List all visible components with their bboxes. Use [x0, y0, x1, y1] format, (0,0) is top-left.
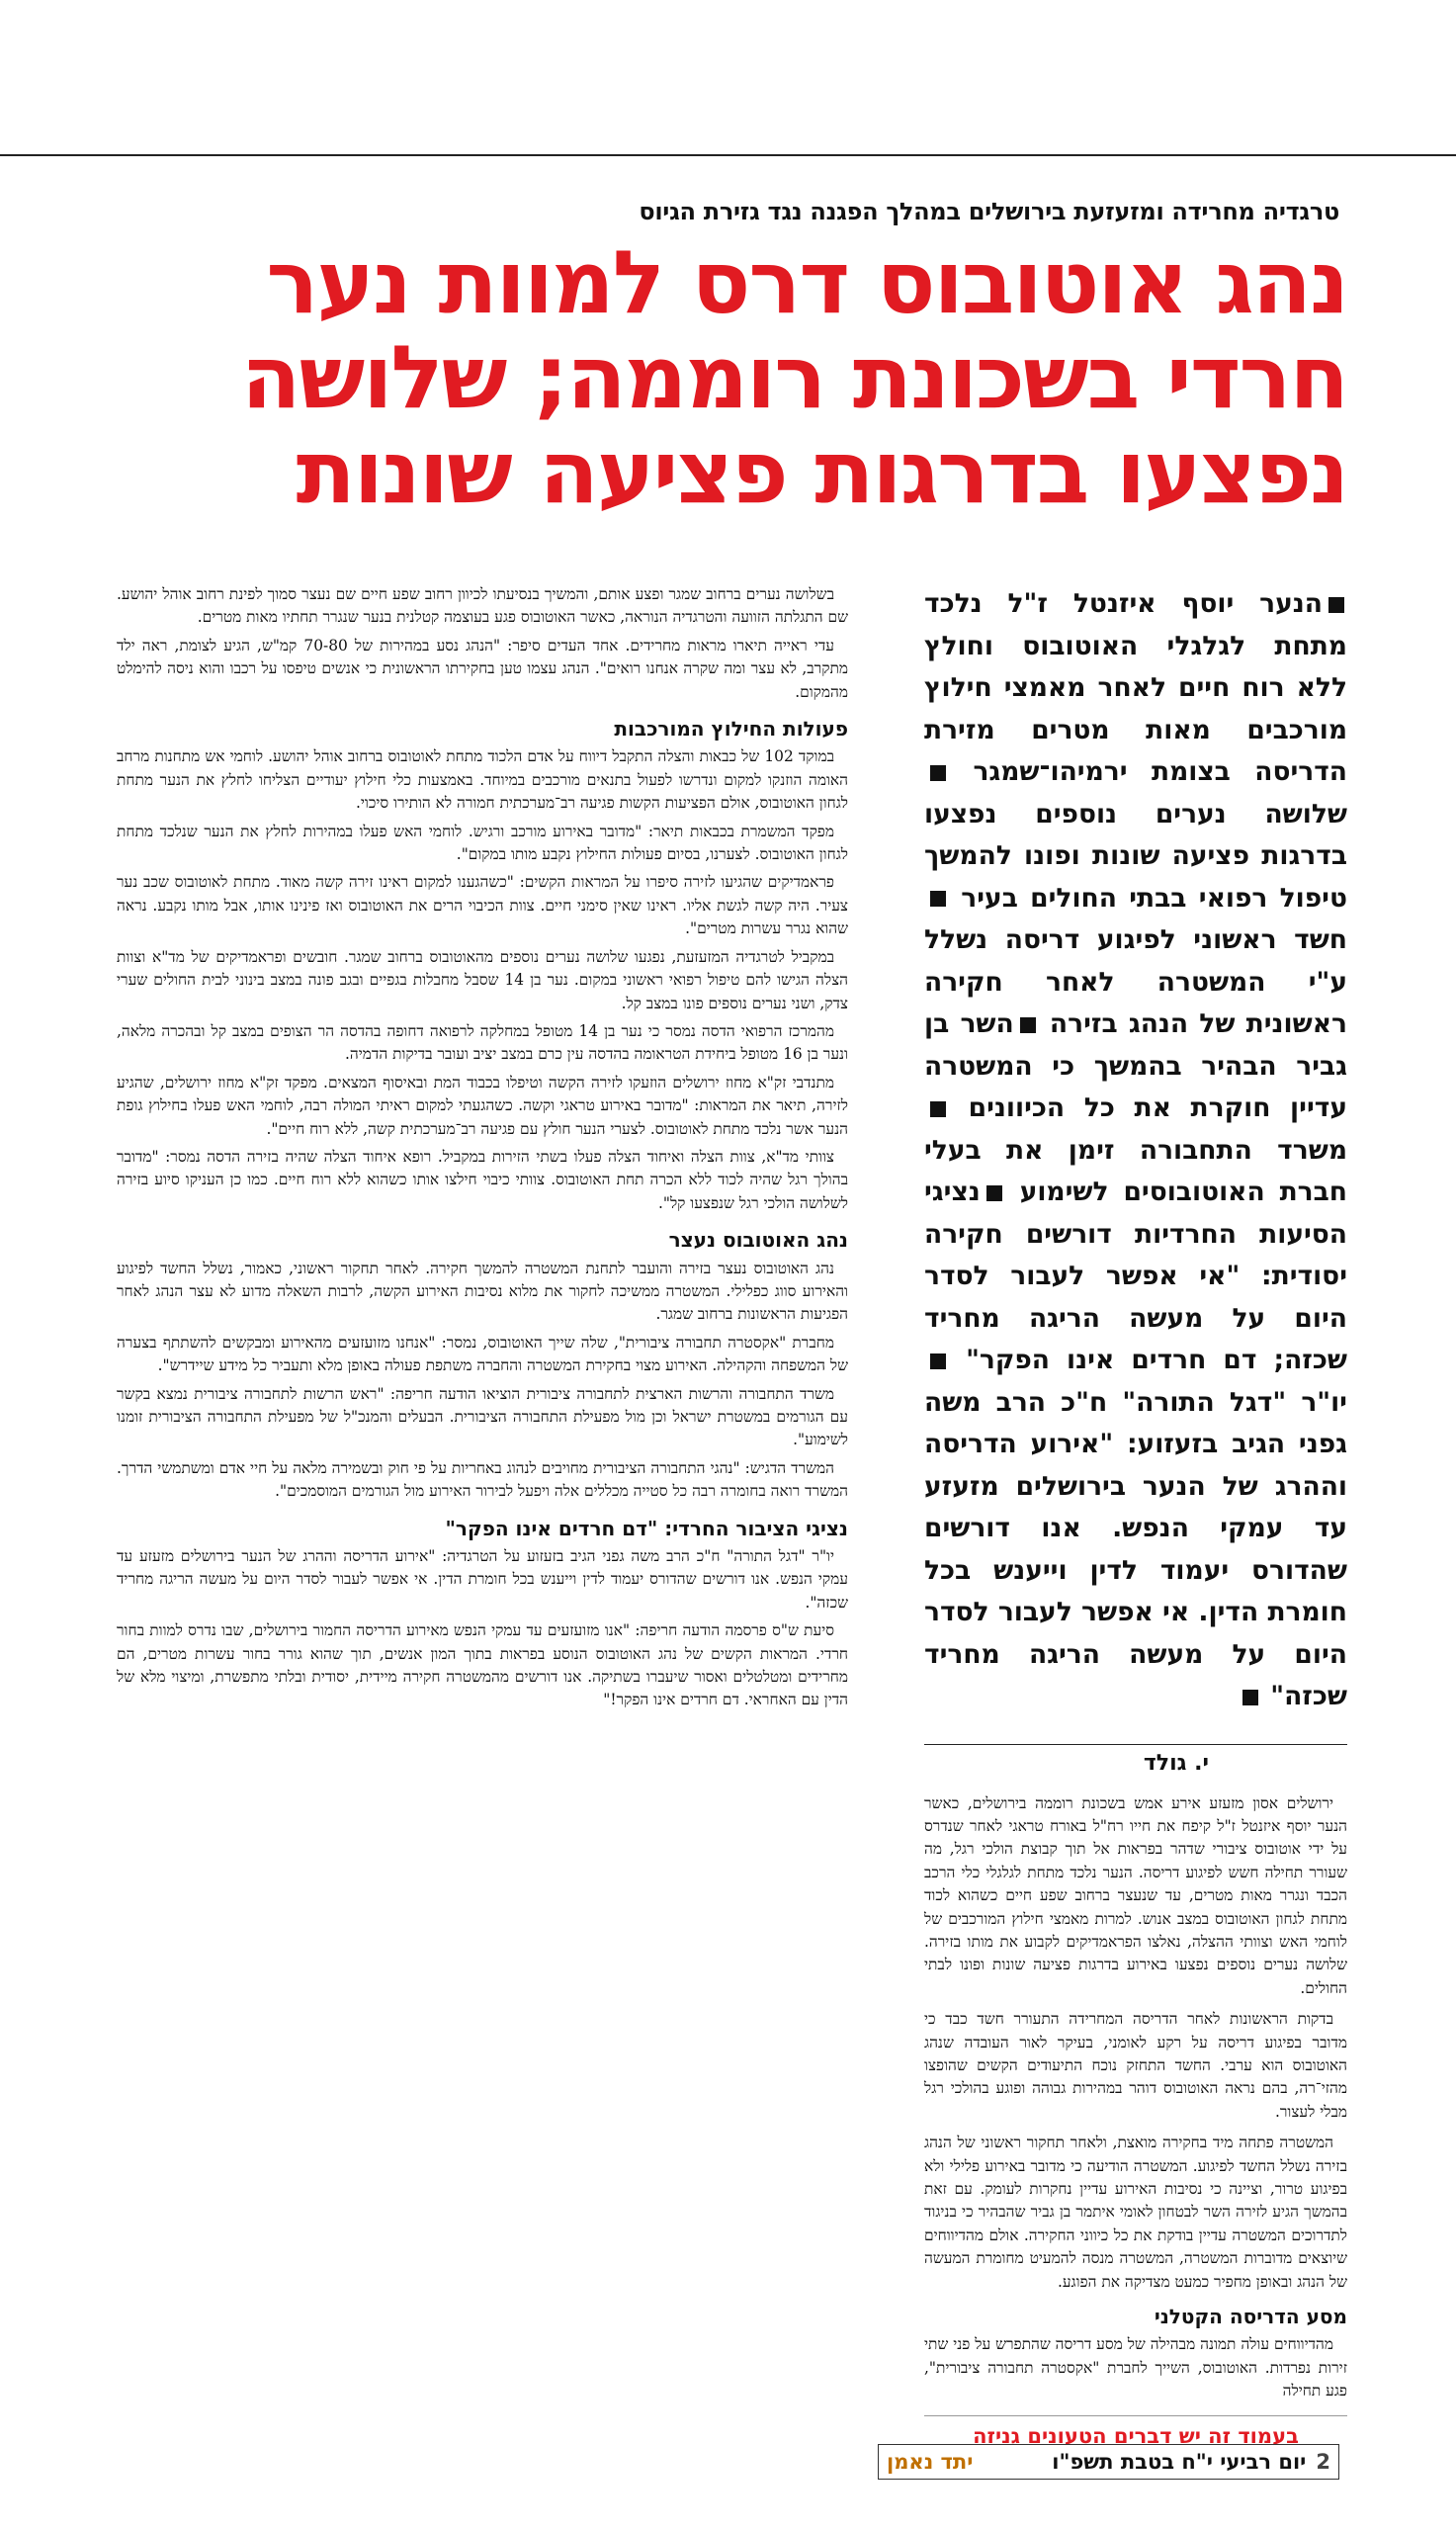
article-paragraph: במקביל לטרגדיה המזעזעת, נפגעו שלושה נערים נוספים מהאוטובוס ברחוב שמגר. חובשים ופראמדיקים של מד"א וצוות הצלה הגישו להם טיפול רפואי ראשוני במקום. נער בן 14 שסבל מחבלות בגפיים ובגב פונה במצב בינוני לבית החולים שערי צדק, ושני נערים נוספים פונו במצב קל.: [117, 947, 848, 1012]
lead-article: [924, 1792, 1347, 2403]
kicker: טרגדיה מחרידה ומזעזעת בירושלים במהלך הפגנה נגד גזירת הגיוס: [639, 198, 1339, 225]
summary-item: נציגי הסיעות החרדיות דורשים חקירה יסודית: "אי אפשר לעבור לסדר היום על מעשה הריגה מחריד שכזה; דם חרדים אינו הפקר": [924, 1177, 1347, 1375]
section-heading: נציגי הציבור החרדי: "דם חרדים אינו הפקר": [445, 1516, 848, 1540]
article-paragraph: יו"ר "דגל התורה" ח"כ הרב משה גפני הגיב בזעזוע על הטרגדיה: "אירוע הדריסה וההרג של הנער בירושלים מזעזע עד עמקי הנפש. אנו דורשים שהדורס יעמוד לדין וייענש בכל חומרת הדין. אי אפשר לעבור לסדר היום על מעשה הריגה מחריד שכזה".: [117, 1547, 848, 1612]
bullet-square-icon: [930, 891, 946, 907]
bullet-square-icon: [986, 1185, 1002, 1201]
article-paragraph: מפקד המשמרת בכבאות תיאר: "מדובר באירוע מורכב ורגיש. לוחמי האש פעלו במהירות לחלץ את הנער שנלכד מתחת לגחון האוטובוס. לצערנו, בסיום פעולות החילוץ נקבע מותו במקום".: [117, 822, 848, 864]
section-heading: נהג האוטובוס נעצר: [668, 1228, 848, 1253]
article-paragraph: משרד התחבורה והרשות הארצית לתחבורה ציבורית הוציאו הודעה חריפה: "ראש הרשות לתחבורה ציבורית נמצא בקשר עם הגורמים במשטרת ישראל וכן מול מפעילת התחבורה הציבורית. הבעלים והמנכ"ל של מפעילת התחבורה הציבורית זומנו לשימוע".: [117, 1384, 848, 1449]
issue-date: יום רביעי י"ח בטבת תשפ"ו: [1052, 2450, 1307, 2474]
summary-item: שלושה נערים נוספים נפצעו בדרגות פציעה שונות ופונו להמשך טיפול רפואי בבתי החולים בעיר: [924, 798, 1347, 914]
article-paragraph: במוקד 102 של כבאות והצלה התקבל דיווח על אדם הלכוד מתחת לאוטובוס ברחוב אוהל יהושע. לוחמי אש מתחנות מרחב האומה הוזנקו למקום ונדרשו לפעול בתנאים מורכבים במיוחד. באמצעות כלי חילוץ יעודיים הצליחו לחלץ את הנער מתחת לגחון האוטובוס, אולם הפציעות הקשות פגיעה רב־מערכתית חמורה לא הותירו סיכוי.: [117, 747, 848, 813]
newspaper-brand: יתד נאמן: [887, 2450, 974, 2474]
article-paragraph: צוותי מד"א, צוות הצלה ואיחוד הצלה פעלו בשתי הזירות במקביל. רופא איחוד הצלה שהיה בזירה הדסה נמסר: "מדובר בהולך רגל שהיה לכוד ללא הכרה תחת האוטובוס. צוותי כיבוי חילצו אותו כשהוא ללא רוח חיים. כמו כן העניקו סיוע בזירה לשלושה הולכי רגל שנפצעו קל".: [117, 1147, 848, 1212]
headline-line: נהג אוטובוס דרס למוות נער: [266, 231, 1347, 333]
section-heading: מסע הדריסה הקטלני: [1154, 2305, 1347, 2329]
headline: [112, 231, 1347, 523]
summary-item: יו"ר "דגל התורה" ח"כ הרב משה גפני הגיב בזעזוע: "אירוע הדריסה וההרג של הנער בירושלים מזעזע עד עמקי הנפש. אנו דורשים שהדורס יעמוד לדין וייענש בכל חומרת הדין. אי אפשר לעבור לסדר היום על מעשה הריגה מחריד שכזה": [924, 1386, 1347, 1711]
article-paragraph: עדי ראייה תיארו מראות מחרידים. אחד העדים סיפר: "הנהג נסע במהירות של 70-80 קמ"ש, הגיע לצומת, ראה ילד מתקרב, לא עצר ומה שקרה אנחנו רואים". הנהג עצמו טען בחקירתו הראשונית כי אנשים טיפסו על רכבו והוא ניסה להימלט מהמקום.: [117, 636, 848, 701]
summary-item: חשד ראשוני לפיגוע דריסה נשלל ע"י המשטרה לאחר חקירה ראשונית של הנהג בזירה: [924, 924, 1347, 1039]
article-paragraph: סיעת ש"ס פרסמה הודעה חריפה: "אנו מזועזעים עד עמקי הנפש מאירוע הדריסה החמור בירושלים, שבו נדרס למוות בחור חרדי. המראות הקשים של נהג האוטובוס הנוסע בפראות בתוך המון אנשים, תוך שהוא גורר בחור עשרות מטרים, הם מחרידים ומטלטלים ואסור שיעברו בשתיקה. אנו דורשים מהמשטרה חקירה מיידית, יסודית ובלתי מתפשרת, ומיצוי מלא של הדין עם האחראי. דם חרדים אינו הפקר!": [117, 1621, 848, 1709]
article-paragraph: מתנדבי זק"א מחוז ירושלים הוזעקו לזירה הקשה וטיפלו בכבוד המת ובאיסוף המצאים. מפקד זק"א מחוז ירושלים, שהגיע לזירה, תיאר את המראות: "מדובר באירוע טראגי וקשה. כשהגעתי למקום ראיתי המולה רבה, לוחמי האש פעלו בחילוץ גופת הנער אשר נלכד מתחת לאוטובוס. לצערי הנער חולץ עם פגיעה רב־מערכתית קשה, ללא רוח חיים".: [117, 1073, 848, 1138]
article-paragraph: נהג האוטובוס נעצר בזירה והועבר לתחנת המשטרה להמשך חקירה. לאחר תחקור ראשוני, כאמור, נשלל החשד לפיגוע והאירוע סווג כפלילי. המשטרה ממשיכה לחקור את מלוא נסיבות האירוע הקשה, לרבות השאלה מדוע לא עצר הנהג לאחר הפגיעות הראשונות ברחוב שמגר.: [117, 1259, 848, 1324]
bullet-square-icon: [1242, 1690, 1258, 1705]
top-rule: [0, 154, 1456, 156]
bullet-square-icon: [1020, 1017, 1036, 1033]
article-paragraph: בדקות הראשונות לאחר הדריסה המחרידה התעורר חשד כבד כי מדובר בפיגוע דריסה על רקע לאומני, בעיקר לאור העובדה שנהג האוטובוס הוא ערבי. החשד התחזק נוכח התיעודים הקשים שהופצו מהזי־רה, בהם נראה האוטובוס דוהר במהירות גבוהה ופוגע בהולכי רגל מבלי לעצור.: [924, 2010, 1347, 2121]
byline: [924, 1744, 1347, 1792]
section-heading: פעולות החילוץ המורכבות: [614, 717, 848, 742]
headline-line: נפצעו בדרגות פציעה שונות: [296, 421, 1347, 523]
page-footer: [878, 2444, 1339, 2480]
article-paragraph: ירושלים אסון מזעזע אירע אמש בשכונת רוממה בירושלים, כאשר הנער יוסף איזנטל ז"ל קיפח את חייו רח"ל באורח טראגי לאחר שנדרס על ידי אוטובוס ציבורי שדהר בפראות אל תוך קבוצת הולכי רגל, מה שעורר תחילה חשש לפיגוע דריסה. הנער נלכד מתחת לגלגלי כלי הרכב הכבד ונגרר מאות מטרים, עד שנעצר ברחוב שפע חיים כשהוא לכוד מתחת לגחון האוטובוס במצב אנוש. למרות מאמצי חילוץ המורכבים של לוחמי האש וצוותי ההצלה, נאלצו הפראמדיקים לקבוע את מותו בזירה. שלושה נערים נוספים נפצעו באירוע בדרגות פציעה שונות ופונו לבתי החולים.: [924, 1793, 1347, 1997]
article-paragraph: מהמרכז הרפואי הדסה נמסר כי נער בן 14 מטופל במחלקה לרפואה דחופה בהדסה הר הצופים במצב קל ובהכרה מלאה, ונער בן 16 מטופל ביחידת הטראומה בהדסה עין כרם במצב יציב ועובר בדיקות הדמיה.: [117, 1021, 848, 1064]
summary-item: משרד התחבורה זימן את בעלי חברת האוטובוסים לשימוע: [924, 1134, 1347, 1207]
left-column: [117, 583, 848, 1717]
genizah-notice: בעמוד זה יש דברים הטעונים גניזה: [924, 2415, 1347, 2448]
article-paragraph: המשרד הדגיש: "נהגי התחבורה הציבורית מחויבים לנהוג באחריות על פי חוק ובשמירה מלאה על חיי אדם ומשתמשי הדרך. המשרד רואה בחומרה רבה כל סטייה מכללים אלה ויפעל לבירור האירוע מול הגורמים המוסמכים".: [117, 1458, 848, 1501]
right-column: [924, 583, 1347, 2448]
article-paragraph: מהדיווחים עולה תמונה מבהילה של מסע דריסה שהתפרש על פני שתי זירות נפרדות. האוטובוס, השייך לחברת "אקסטרה תחבורה ציבורית", פגע תחילה: [924, 2335, 1347, 2400]
summary-box: [924, 583, 1347, 1718]
page-number: 2: [1316, 2450, 1330, 2474]
bullet-square-icon: [930, 765, 946, 781]
article-paragraph: פראמדיקים שהגיעו לזירה סיפרו על המראות הקשים: "כשהגענו למקום ראינו זירה קשה מאוד. מתחת לאוטובוס שכב נער צעיר. היה קשה לגשת אליו. ראינו שאין סימני חיים. צוות הכיבוי הרים את האוטובוס ואז פינינו אותו, אבל מותו נקבע. נראה שהוא נגרר עשרות מטרים".: [117, 873, 848, 938]
article-paragraph: מחברת "אקסטרה תחבורה ציבורית", שלה שייך האוטובוס, נמסר: "אנחנו מזועזעים מהאירוע ומבקשים להשתתף בצערה של המשפחה והקהילה. האירוע מצוי בחקירת המשטרה והחברה משתפת פעולה באופן מלא ותעביר כל מידע שיידרש".: [117, 1333, 848, 1375]
article-paragraph: בשלושה נערים ברחוב שמגר ופצע אותם, והמשיך בנסיעתו לכיוון רחוב שפע חיים שם נעצר סמוך לפינת רחוב אוהל יהושע. שם התגלתה הזוועה והטרגדיה הנוראה, כאשר האוטובוס פגע בעוצמה קטלנית בנער שנגרר תחתיו מאות מטרים.: [117, 585, 848, 627]
author-name: י. גולד: [1143, 1750, 1209, 1776]
article-paragraph: המשטרה פתחה מיד בחקירה מואצת, ולאחר תחקור ראשוני של הנהג בזירה נשלל החשד לפיגוע. המשטרה הודיעה כי מדובר באירוע פלילי ולא בפיגוע טרור, וציינה כי נסיבות האירוע עדיין נחקרות לעומק. עם זאת בהמשך הגיע לזירה השר לבטחון לאומי איתמר בן גביר שהבהיר כי בניגוד לתדרוכים המשטרה עדיין בודקת את כל כיווני החקירה. אולם מהדיווחים שיוצאים מדוברות המשטרה, המשטרה מנסה להמעיט מחומרת המעשה של הנהג ובאופן מחפיר כמעט מצדיקה את הפוגע.: [924, 2134, 1347, 2291]
bullet-square-icon: [930, 1101, 946, 1117]
summary-item: השר בן גביר הבהיר בהמשך כי המשטרה עדיין חוקרת את כל הכיוונים: [924, 1008, 1347, 1123]
summary-item: הנער יוסף איזנטל ז"ל נלכד מתחת לגלגלי האוטובוס וחולץ ללא רוח חיים לאחר מאמצי חילוץ מורכבים מאות מטרים מזירת הדריסה בצומת ירמיהו־שמגר: [924, 588, 1347, 787]
bullet-square-icon: [1328, 597, 1344, 613]
headline-line: חרדי בשכונת רוממה; שלושה: [241, 326, 1347, 428]
bullet-square-icon: [930, 1353, 946, 1369]
